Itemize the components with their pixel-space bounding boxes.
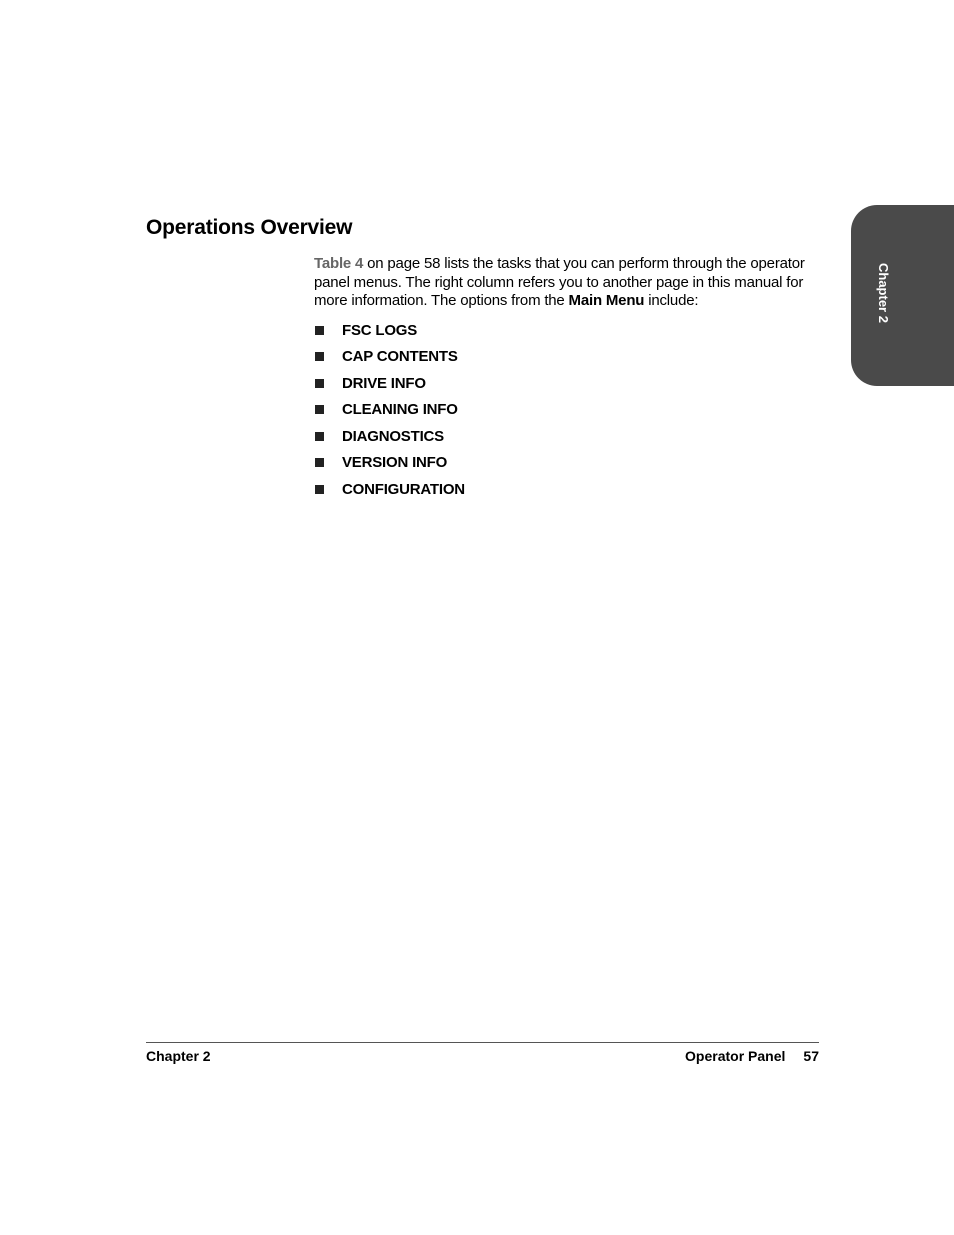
list-item [314, 423, 465, 450]
list-item [314, 317, 465, 344]
list-item [314, 476, 465, 503]
intro-paragraph [314, 255, 819, 311]
square-bullet-icon [315, 458, 324, 467]
option-label: VERSION INFO [342, 454, 448, 472]
option-label: DIAGNOSTICS [342, 427, 444, 445]
footer-chapter: Chapter 2 [146, 1048, 211, 1064]
intro-text-a: on page 58 lists the tasks that you can perform through the operator panel menus. The right column refers you to another page in this manual for more information. The options from the [314, 255, 805, 309]
page-number: 57 [803, 1048, 819, 1064]
option-label: CLEANING INFO [342, 401, 458, 419]
list-item [314, 450, 465, 477]
list-item [314, 344, 465, 371]
square-bullet-icon [315, 379, 324, 388]
chapter-thumb-tab [851, 205, 954, 386]
square-bullet-icon [315, 432, 324, 441]
chapter-tab-label: Chapter 2 [876, 263, 891, 323]
square-bullet-icon [315, 326, 324, 335]
option-label: CONFIGURATION [342, 480, 465, 498]
main-menu-options-list [314, 317, 465, 503]
option-label: DRIVE INFO [342, 374, 426, 392]
option-label: CAP CONTENTS [342, 348, 458, 366]
list-item [314, 397, 465, 424]
footer-divider [146, 1042, 819, 1043]
table-4-link[interactable]: Table 4 [314, 255, 364, 272]
main-menu-term: Main Menu [568, 292, 645, 309]
footer-right [685, 1048, 819, 1064]
option-label: FSC LOGS [342, 321, 418, 339]
footer-title: Operator Panel [685, 1048, 786, 1064]
square-bullet-icon [315, 485, 324, 494]
square-bullet-icon [315, 405, 324, 414]
section-heading: Operations Overview [146, 216, 353, 239]
intro-text-b: include: [644, 292, 699, 309]
list-item [314, 370, 465, 397]
square-bullet-icon [315, 352, 324, 361]
